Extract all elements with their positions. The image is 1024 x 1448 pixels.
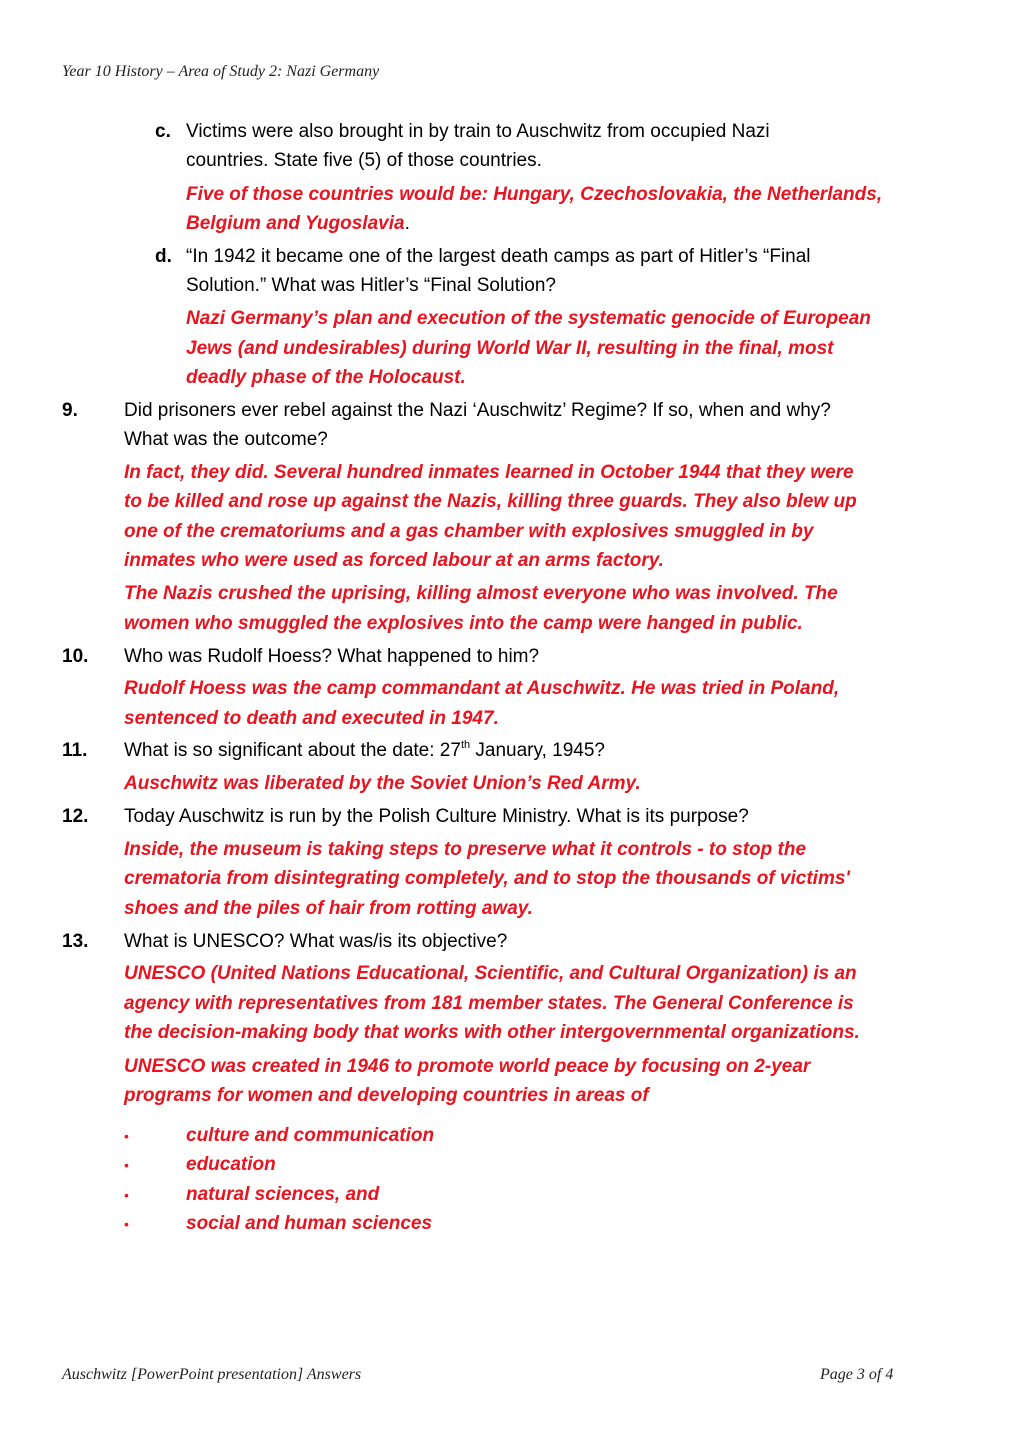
answer-9-line-6: women who smuggled the explosives into the camp were hanged in public. xyxy=(124,613,803,634)
item-d-label: d. xyxy=(155,246,172,267)
item-d-answer-line-1: Nazi Germany’s plan and execution of the systematic genocide of European xyxy=(186,308,871,329)
answer-12-line-3: shoes and the piles of hair from rotting away. xyxy=(124,898,533,919)
bullet-item: social and human sciences xyxy=(186,1213,433,1234)
question-13-line-1: What is UNESCO? What was/is its objective? xyxy=(124,931,508,952)
question-9-line-2: What was the outcome? xyxy=(124,429,328,450)
page-header: Year 10 History – Area of Study 2: Nazi Germany xyxy=(62,63,380,80)
item-c-answer-line-1: Five of those countries would be: Hungary, Czechoslovakia, the Netherlands, xyxy=(186,184,883,205)
bullet-item: culture and communication xyxy=(186,1125,435,1146)
bullet-dot: • xyxy=(124,1187,129,1203)
bullet-dot: • xyxy=(124,1128,129,1144)
question-9-line-1: Did prisoners ever rebel against the Nazi ‘Auschwitz’ Regime? If so, when and why? xyxy=(124,400,831,421)
question-11-superscript: th xyxy=(460,738,471,751)
question-10-number: 10. xyxy=(62,646,89,667)
item-d-answer-line-3: deadly phase of the Holocaust. xyxy=(186,367,466,388)
question-13-number: 13. xyxy=(62,931,89,952)
bullet-dot: • xyxy=(124,1216,129,1232)
question-12-line-1: Today Auschwitz is run by the Polish Culture Ministry. What is its purpose? xyxy=(124,806,749,827)
answer-9-line-3: one of the crematoriums and a gas chamber with explosives smuggled in by xyxy=(124,521,814,542)
question-12-number: 12. xyxy=(62,806,89,827)
question-9-number: 9. xyxy=(62,400,78,421)
answer-12-line-2: crematoria from disintegrating completely, and to stop the thousands of victims' xyxy=(124,868,850,889)
answer-11-line-1: Auschwitz was liberated by the Soviet Union’s Red Army. xyxy=(124,773,641,794)
answer-13-line-3: the decision-making body that works with other intergovernmental organizations. xyxy=(124,1022,860,1043)
question-11-text-post: January, 1945? xyxy=(470,740,605,761)
answer-13-line-5: programs for women and developing countries in areas of xyxy=(124,1085,649,1106)
item-c-answer-period: . xyxy=(404,213,410,234)
item-d-answer-line-2: Jews (and undesirables) during World War II, resulting in the final, most xyxy=(186,338,834,359)
question-11-line-1 xyxy=(124,736,605,766)
bullet-dot: • xyxy=(124,1157,129,1173)
footer-document-title: Auschwitz [PowerPoint presentation] Answers xyxy=(62,1366,362,1383)
bullet-item: natural sciences, and xyxy=(186,1184,380,1205)
answer-9-line-1: In fact, they did. Several hundred inmates learned in October 1944 that they were xyxy=(124,462,854,483)
item-c-label: c. xyxy=(155,121,171,142)
item-d-question-line-2: Solution.” What was Hitler’s “Final Solution? xyxy=(186,275,556,296)
answer-9-line-4: inmates who were used as forced labour at an arms factory. xyxy=(124,550,664,571)
answer-10-line-2: sentenced to death and executed in 1947. xyxy=(124,708,499,729)
answer-9-line-5: The Nazis crushed the uprising, killing almost everyone who was involved. The xyxy=(124,583,838,604)
question-10-line-1: Who was Rudolf Hoess? What happened to him? xyxy=(124,646,540,667)
answer-10-line-1: Rudolf Hoess was the camp commandant at Auschwitz. He was tried in Poland, xyxy=(124,678,840,699)
answer-13-line-2: agency with representatives from 181 member states. The General Conference is xyxy=(124,993,854,1014)
item-c-answer-line-2 xyxy=(186,209,410,239)
question-11-number: 11. xyxy=(62,740,88,761)
item-c-answer-text: Belgium and Yugoslavia xyxy=(186,213,405,234)
item-c-question-line-2: countries. State five (5) of those countries. xyxy=(186,150,542,171)
footer-page-number: Page 3 of 4 xyxy=(820,1366,894,1383)
answer-12-line-1: Inside, the museum is taking steps to preserve what it controls - to stop the xyxy=(124,839,807,860)
question-11-text-pre: What is so significant about the date: 27 xyxy=(124,740,461,761)
item-d-question-line-1: “In 1942 it became one of the largest death camps as part of Hitler’s “Final xyxy=(186,246,811,267)
answer-13-line-1: UNESCO (United Nations Educational, Scientific, and Cultural Organization) is an xyxy=(124,963,857,984)
answer-9-line-2: to be killed and rose up against the Nazis, killing three guards. They also blew up xyxy=(124,491,857,512)
answer-13-line-4: UNESCO was created in 1946 to promote world peace by focusing on 2-year xyxy=(124,1056,811,1077)
item-c-question-line-1: Victims were also brought in by train to Auschwitz from occupied Nazi xyxy=(186,121,770,142)
bullet-item: education xyxy=(186,1154,276,1175)
